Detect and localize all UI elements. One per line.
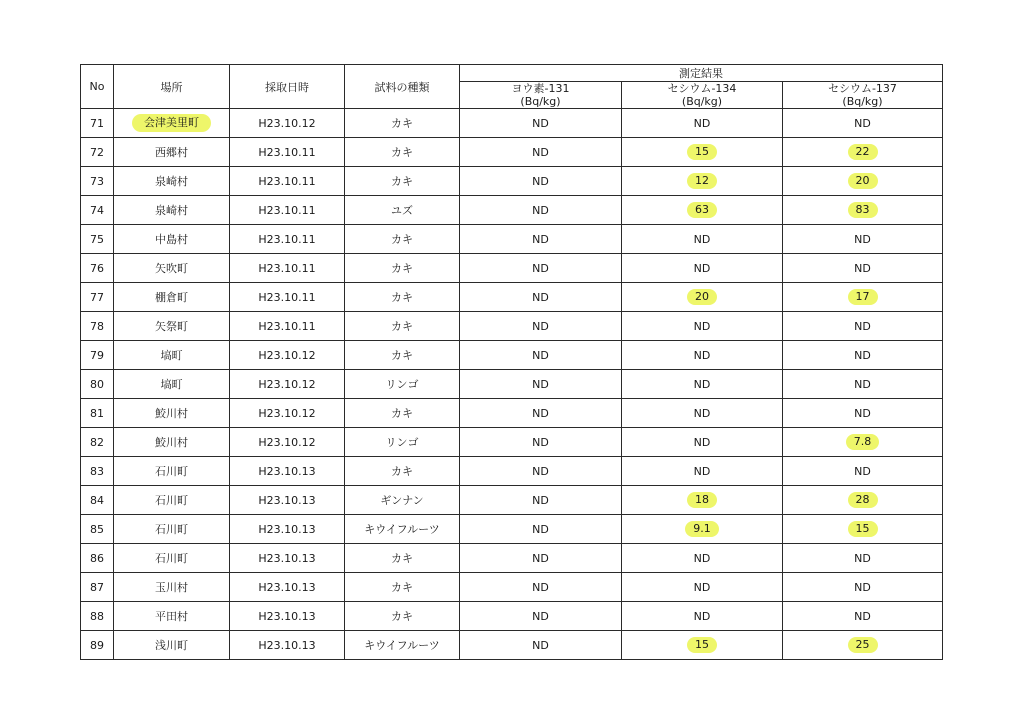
cell-i131: ND: [460, 370, 622, 399]
highlight-marker: 18: [687, 492, 717, 508]
table-row: [81, 457, 943, 486]
cell-cs137: ND: [783, 370, 943, 399]
table-row: [81, 196, 943, 225]
cell-cs137: ND: [783, 312, 943, 341]
cell-date: H23.10.13: [230, 602, 345, 631]
header-cs137-unit: (Bq/kg): [842, 95, 883, 108]
highlight-marker: 15: [848, 521, 878, 537]
cell-i131: ND: [460, 544, 622, 573]
cell-no: 80: [81, 370, 114, 399]
cell-date: H23.10.13: [230, 457, 345, 486]
cell-sample: キウイフルーツ: [345, 515, 460, 544]
cell-cs134: ND: [622, 254, 783, 283]
table-row: [81, 167, 943, 196]
cell-no: 84: [81, 486, 114, 515]
cell-date: H23.10.13: [230, 573, 345, 602]
table-row: [81, 486, 943, 515]
cell-i131: ND: [460, 341, 622, 370]
cell-sample: ユズ: [345, 196, 460, 225]
cell-i131: ND: [460, 573, 622, 602]
cell-no: 79: [81, 341, 114, 370]
cell-sample: カキ: [345, 544, 460, 573]
cell-cs137: ND: [783, 109, 943, 138]
highlight-marker: 15: [687, 637, 717, 653]
table-row: [81, 254, 943, 283]
cell-i131: ND: [460, 109, 622, 138]
cell-no: 85: [81, 515, 114, 544]
cell-cs134: ND: [622, 341, 783, 370]
cell-no: 83: [81, 457, 114, 486]
cell-sample: ギンナン: [345, 486, 460, 515]
cell-cs137: ND: [783, 254, 943, 283]
header-cs137-label: セシウム-137: [828, 82, 897, 95]
cell-sample: リンゴ: [345, 428, 460, 457]
highlight-marker: 83: [848, 202, 878, 218]
header-cs134: [622, 82, 783, 109]
highlight-marker: 15: [687, 144, 717, 160]
cell-place: 鮫川村: [114, 428, 230, 457]
cell-cs137: ND: [783, 573, 943, 602]
cell-no: 78: [81, 312, 114, 341]
cell-cs134: [622, 486, 783, 515]
highlight-marker: 63: [687, 202, 717, 218]
cell-place: 石川町: [114, 544, 230, 573]
highlight-marker: 12: [687, 173, 717, 189]
highlight-marker: 20: [687, 289, 717, 305]
cell-i131: ND: [460, 399, 622, 428]
cell-no: 88: [81, 602, 114, 631]
header-sample: 試料の種類: [345, 65, 460, 109]
cell-place: 石川町: [114, 515, 230, 544]
cell-sample: カキ: [345, 254, 460, 283]
cell-place: 玉川村: [114, 573, 230, 602]
cell-cs134: [622, 167, 783, 196]
table-row: [81, 341, 943, 370]
table-row: [81, 602, 943, 631]
cell-sample: カキ: [345, 457, 460, 486]
cell-i131: ND: [460, 428, 622, 457]
cell-no: 77: [81, 283, 114, 312]
cell-no: 74: [81, 196, 114, 225]
cell-place: 鮫川村: [114, 399, 230, 428]
cell-place: 中島村: [114, 225, 230, 254]
cell-i131: ND: [460, 457, 622, 486]
cell-sample: カキ: [345, 399, 460, 428]
cell-cs134: ND: [622, 109, 783, 138]
highlight-marker: 28: [848, 492, 878, 508]
cell-cs134: ND: [622, 602, 783, 631]
cell-no: 87: [81, 573, 114, 602]
cell-date: H23.10.12: [230, 370, 345, 399]
cell-cs134: ND: [622, 312, 783, 341]
cell-i131: ND: [460, 225, 622, 254]
cell-cs137: [783, 486, 943, 515]
cell-date: H23.10.12: [230, 109, 345, 138]
header-no: No: [81, 65, 114, 109]
cell-cs134: [622, 138, 783, 167]
cell-sample: カキ: [345, 341, 460, 370]
cell-date: H23.10.12: [230, 428, 345, 457]
cell-place: 石川町: [114, 457, 230, 486]
cell-i131: ND: [460, 312, 622, 341]
cell-i131: ND: [460, 515, 622, 544]
cell-sample: カキ: [345, 225, 460, 254]
table-row: [81, 283, 943, 312]
cell-i131: ND: [460, 283, 622, 312]
table-body: [81, 109, 943, 660]
table-row: [81, 573, 943, 602]
highlight-marker: 25: [848, 637, 878, 653]
cell-no: 71: [81, 109, 114, 138]
header-i131-label: ヨウ素-131: [511, 82, 570, 95]
cell-cs137: ND: [783, 602, 943, 631]
cell-cs137: ND: [783, 225, 943, 254]
cell-cs134: [622, 515, 783, 544]
cell-i131: ND: [460, 486, 622, 515]
table-row: [81, 138, 943, 167]
cell-i131: ND: [460, 196, 622, 225]
cell-cs137: [783, 428, 943, 457]
highlight-marker: 7.8: [846, 434, 880, 450]
header-results: 測定結果: [460, 65, 943, 82]
cell-sample: カキ: [345, 312, 460, 341]
cell-place: 矢祭町: [114, 312, 230, 341]
header-cs134-unit: (Bq/kg): [681, 95, 723, 108]
cell-date: H23.10.11: [230, 283, 345, 312]
table-row: [81, 399, 943, 428]
cell-date: H23.10.11: [230, 167, 345, 196]
cell-date: H23.10.11: [230, 225, 345, 254]
cell-cs137: ND: [783, 341, 943, 370]
cell-place: 塙町: [114, 370, 230, 399]
highlight-marker: 17: [848, 289, 878, 305]
cell-sample: リンゴ: [345, 370, 460, 399]
cell-place: [114, 109, 230, 138]
cell-cs137: ND: [783, 457, 943, 486]
highlight-marker: 22: [848, 144, 878, 160]
cell-place: 石川町: [114, 486, 230, 515]
cell-date: H23.10.11: [230, 196, 345, 225]
cell-date: H23.10.12: [230, 341, 345, 370]
table-row: [81, 515, 943, 544]
header-cs137: [783, 82, 943, 109]
cell-cs134: [622, 631, 783, 660]
cell-cs137: ND: [783, 544, 943, 573]
highlight-marker: 会津美里町: [132, 114, 211, 132]
cell-cs134: ND: [622, 225, 783, 254]
cell-date: H23.10.13: [230, 515, 345, 544]
highlight-marker: 9.1: [685, 521, 719, 537]
cell-i131: ND: [460, 167, 622, 196]
cell-date: H23.10.13: [230, 631, 345, 660]
cell-sample: カキ: [345, 283, 460, 312]
cell-date: H23.10.11: [230, 312, 345, 341]
cell-sample: カキ: [345, 109, 460, 138]
highlight-marker: 20: [848, 173, 878, 189]
cell-place: 西郷村: [114, 138, 230, 167]
cell-i131: ND: [460, 254, 622, 283]
cell-no: 76: [81, 254, 114, 283]
cell-cs137: ND: [783, 399, 943, 428]
cell-no: 89: [81, 631, 114, 660]
cell-place: 浅川町: [114, 631, 230, 660]
cell-place: 平田村: [114, 602, 230, 631]
cell-i131: ND: [460, 631, 622, 660]
header-i131-unit: (Bq/kg): [520, 95, 561, 108]
cell-no: 72: [81, 138, 114, 167]
cell-cs134: [622, 196, 783, 225]
cell-no: 73: [81, 167, 114, 196]
table-row: [81, 631, 943, 660]
table-row: [81, 225, 943, 254]
cell-place: 泉崎村: [114, 196, 230, 225]
cell-no: 75: [81, 225, 114, 254]
cell-date: H23.10.11: [230, 138, 345, 167]
cell-cs134: ND: [622, 573, 783, 602]
header-cs134-label: セシウム-134: [667, 82, 737, 95]
cell-date: H23.10.12: [230, 399, 345, 428]
cell-cs134: ND: [622, 399, 783, 428]
table-row: [81, 109, 943, 138]
cell-cs134: ND: [622, 544, 783, 573]
table-header: [81, 65, 943, 109]
cell-sample: カキ: [345, 167, 460, 196]
table-row: [81, 312, 943, 341]
cell-sample: カキ: [345, 138, 460, 167]
measurement-table: [80, 64, 943, 660]
cell-date: H23.10.13: [230, 544, 345, 573]
table-row: [81, 370, 943, 399]
cell-place: 矢吹町: [114, 254, 230, 283]
cell-cs137: [783, 631, 943, 660]
table-row: [81, 544, 943, 573]
cell-no: 81: [81, 399, 114, 428]
cell-sample: カキ: [345, 602, 460, 631]
cell-cs137: [783, 196, 943, 225]
header-i131: [460, 82, 622, 109]
cell-sample: キウイフルーツ: [345, 631, 460, 660]
cell-no: 82: [81, 428, 114, 457]
cell-sample: カキ: [345, 573, 460, 602]
cell-place: 泉崎村: [114, 167, 230, 196]
cell-cs134: ND: [622, 457, 783, 486]
cell-cs134: [622, 283, 783, 312]
header-date: 採取日時: [230, 65, 345, 109]
cell-i131: ND: [460, 602, 622, 631]
cell-cs134: ND: [622, 428, 783, 457]
cell-cs137: [783, 138, 943, 167]
cell-no: 86: [81, 544, 114, 573]
cell-date: H23.10.11: [230, 254, 345, 283]
cell-cs137: [783, 167, 943, 196]
cell-cs134: ND: [622, 370, 783, 399]
cell-place: 塙町: [114, 341, 230, 370]
cell-cs137: [783, 515, 943, 544]
cell-cs137: [783, 283, 943, 312]
table-row: [81, 428, 943, 457]
cell-i131: ND: [460, 138, 622, 167]
header-place: 場所: [114, 65, 230, 109]
cell-date: H23.10.13: [230, 486, 345, 515]
cell-place: 棚倉町: [114, 283, 230, 312]
